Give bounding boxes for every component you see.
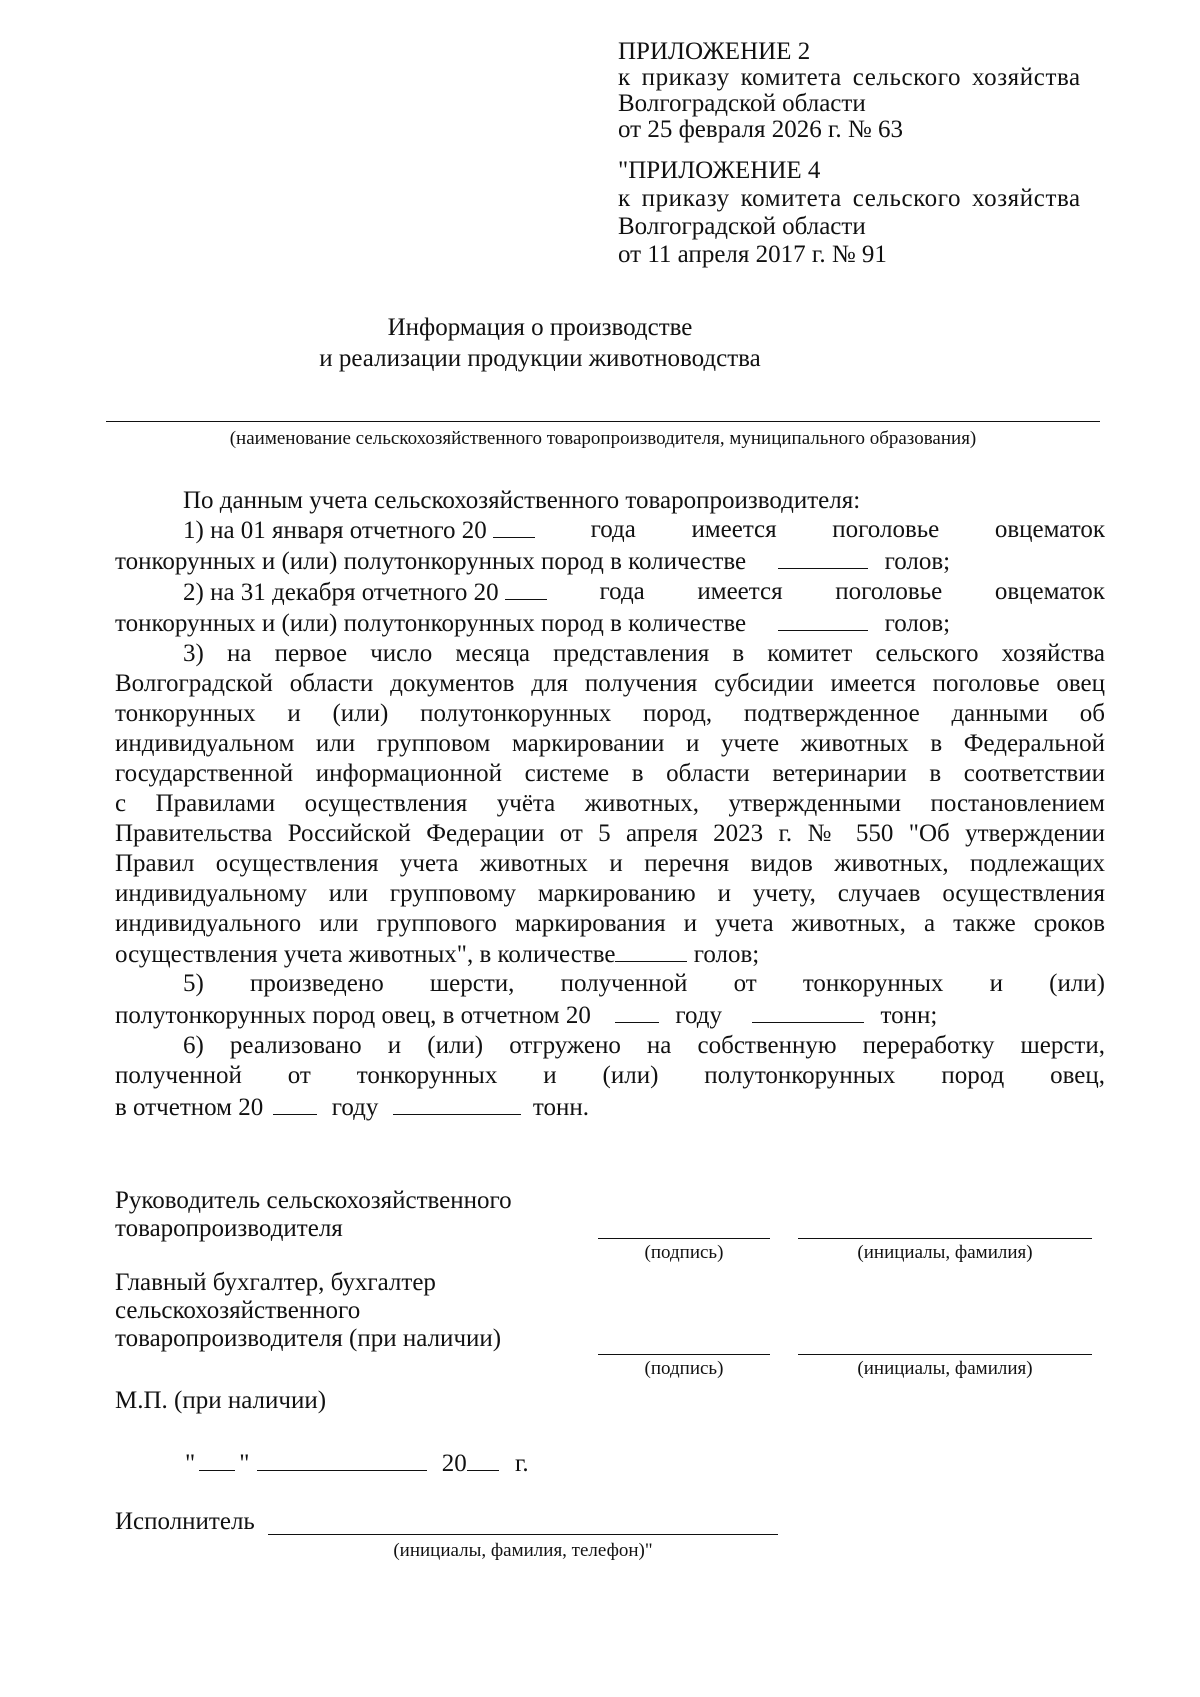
producer-caption: (наименование сельскохозяйственного товаропроизводителя, муниципального образования)	[229, 428, 977, 449]
item2-unit: голов;	[884, 610, 951, 637]
item6-line1: 6) реализовано и (или) отгружено на собственную переработку шерсти,	[183, 1032, 1105, 1059]
appendix-date: от 11 апреля 2017 г. № 91	[618, 241, 887, 268]
item3-last-line	[115, 939, 759, 969]
item3-count-field[interactable]	[615, 939, 687, 962]
executor-field[interactable]	[268, 1534, 778, 1535]
date-quote: "	[185, 1450, 196, 1477]
item2-year-field[interactable]	[505, 577, 547, 600]
name-caption: (инициалы, фамилия)	[857, 1358, 1033, 1379]
doc-title-line1: Информация о производстве	[387, 314, 693, 341]
item1-year-field[interactable]	[493, 515, 535, 538]
item5-line1: 5) произведено шерсти, полученной от тонкорунных и (или)	[183, 970, 1105, 997]
item3-line: Волгоградской области документов для получения субсидии имеется поголовье овец	[115, 670, 1105, 697]
item2-word: поголовье	[835, 578, 943, 605]
stamp-label: М.П. (при наличии)	[115, 1387, 327, 1414]
date-day-field[interactable]	[199, 1448, 235, 1471]
item2-text: 2) на 31 декабря отчетного 20	[183, 579, 499, 606]
item2-count-field[interactable]	[778, 608, 868, 631]
date-line	[185, 1448, 529, 1478]
item6-text: в отчетном 20	[115, 1094, 264, 1121]
item5-line2	[115, 1000, 937, 1030]
item1-line2	[115, 546, 950, 576]
item3-line: индивидуальном или групповом маркировании и учете животных в Федеральной	[115, 730, 1105, 757]
date-month-field[interactable]	[257, 1448, 427, 1471]
item6-tonnes-field[interactable]	[393, 1092, 521, 1115]
appendix-ref-line: к приказу комитета сельского хозяйства	[618, 64, 1081, 91]
item1-unit: голов;	[884, 548, 951, 575]
item5-text: полутонкорунных пород овец, в отчетном 20	[115, 1002, 591, 1029]
date-quote: "	[239, 1450, 250, 1477]
item6-line3	[115, 1092, 589, 1122]
item6-unit: тонн.	[532, 1094, 589, 1121]
item3-line: Правительства Российской Федерации от 5 апреля 2023 г. № 550 "Об утверждении	[115, 820, 1105, 847]
item5-tonnes-field[interactable]	[752, 1000, 864, 1023]
item1-word: года	[590, 516, 636, 543]
item5-year-field[interactable]	[615, 1000, 659, 1023]
appendix-title: ПРИЛОЖЕНИЕ 2	[618, 38, 811, 65]
item1-word: имеется	[691, 516, 777, 543]
accountant-label-line2: сельскохозяйственного	[115, 1297, 361, 1324]
item2-word: имеется	[697, 578, 783, 605]
date-year-prefix: 20	[441, 1450, 467, 1477]
item5-unit: тонн;	[880, 1002, 938, 1029]
date-suffix: г.	[514, 1450, 529, 1477]
item1-word: поголовье	[832, 516, 940, 543]
item3-line: тонкорунных и (или) полутонкорунных пород, подтвержденное данными об	[115, 700, 1105, 727]
item6-word: году	[331, 1094, 379, 1121]
date-year-field[interactable]	[467, 1448, 499, 1471]
producer-name-field[interactable]	[106, 421, 1100, 422]
executor-label: Исполнитель	[115, 1508, 255, 1535]
accountant-name-field[interactable]	[798, 1354, 1092, 1355]
head-label-line1: Руководитель сельскохозяйственного	[115, 1187, 512, 1214]
appendix-ref-line: к приказу комитета сельского хозяйства	[618, 185, 1081, 212]
accountant-label-line1: Главный бухгалтер, бухгалтер	[115, 1269, 436, 1296]
item3-text: осуществления учета животных", в количестве	[115, 941, 616, 968]
accountant-signature-field[interactable]	[598, 1354, 770, 1355]
accountant-label-line3: товаропроизводителя (при наличии)	[115, 1325, 502, 1352]
item2-word: овцематок	[994, 578, 1105, 605]
item2-word: года	[599, 578, 645, 605]
appendix-region: Волгоградской области	[618, 90, 866, 117]
appendix-region: Волгоградской области	[618, 213, 866, 240]
item3-unit: голов;	[693, 941, 760, 968]
item5-word: году	[675, 1002, 722, 1029]
item1-count-field[interactable]	[778, 546, 868, 569]
item3-line: индивидуальному или групповому маркированию и учету, случаев осуществления	[115, 880, 1105, 907]
item3-line: индивидуального или группового маркирования и учета животных, а также сроков	[115, 910, 1105, 937]
head-label-line2: товаропроизводителя	[115, 1215, 343, 1242]
item6-line2: полученной от тонкорунных и (или) полутонкорунных пород овец,	[115, 1062, 1105, 1089]
doc-title-line2: и реализации продукции животноводства	[319, 345, 761, 372]
executor-caption: (инициалы, фамилия, телефон)"	[393, 1540, 653, 1561]
appendix-date: от 25 февраля 2026 г. № 63	[618, 116, 904, 143]
item2-line1	[183, 577, 1105, 608]
appendix-title: "ПРИЛОЖЕНИЕ 4	[618, 157, 821, 184]
item3-line: государственной информационной системе в области ветеринарии в соответствии	[115, 760, 1105, 787]
item1-text: тонкорунных и (или) полутонкорунных пород в количестве	[115, 548, 747, 575]
signature-caption: (подпись)	[644, 1358, 724, 1379]
item1-text: 1) на 01 января отчетного 20	[183, 517, 487, 544]
name-caption: (инициалы, фамилия)	[857, 1242, 1033, 1263]
item1-word: овцематок	[994, 516, 1105, 543]
item2-text: тонкорунных и (или) полутонкорунных пород в количестве	[115, 610, 747, 637]
item3-line: Правил осуществления учета животных и перечня видов животных, подлежащих	[115, 850, 1105, 877]
item6-year-field[interactable]	[273, 1092, 317, 1115]
signature-caption: (подпись)	[644, 1242, 724, 1263]
item2-line2	[115, 608, 950, 638]
head-signature-field[interactable]	[598, 1238, 770, 1239]
intro-text: По данным учета сельскохозяйственного товаропроизводителя:	[183, 487, 861, 514]
item3-line: 3) на первое число месяца представления в комитет сельского хозяйства	[183, 640, 1105, 667]
item1-line1	[183, 515, 1105, 546]
item3-line: с Правилами осуществления учёта животных, утвержденными постановлением	[115, 790, 1105, 817]
head-name-field[interactable]	[798, 1238, 1092, 1239]
